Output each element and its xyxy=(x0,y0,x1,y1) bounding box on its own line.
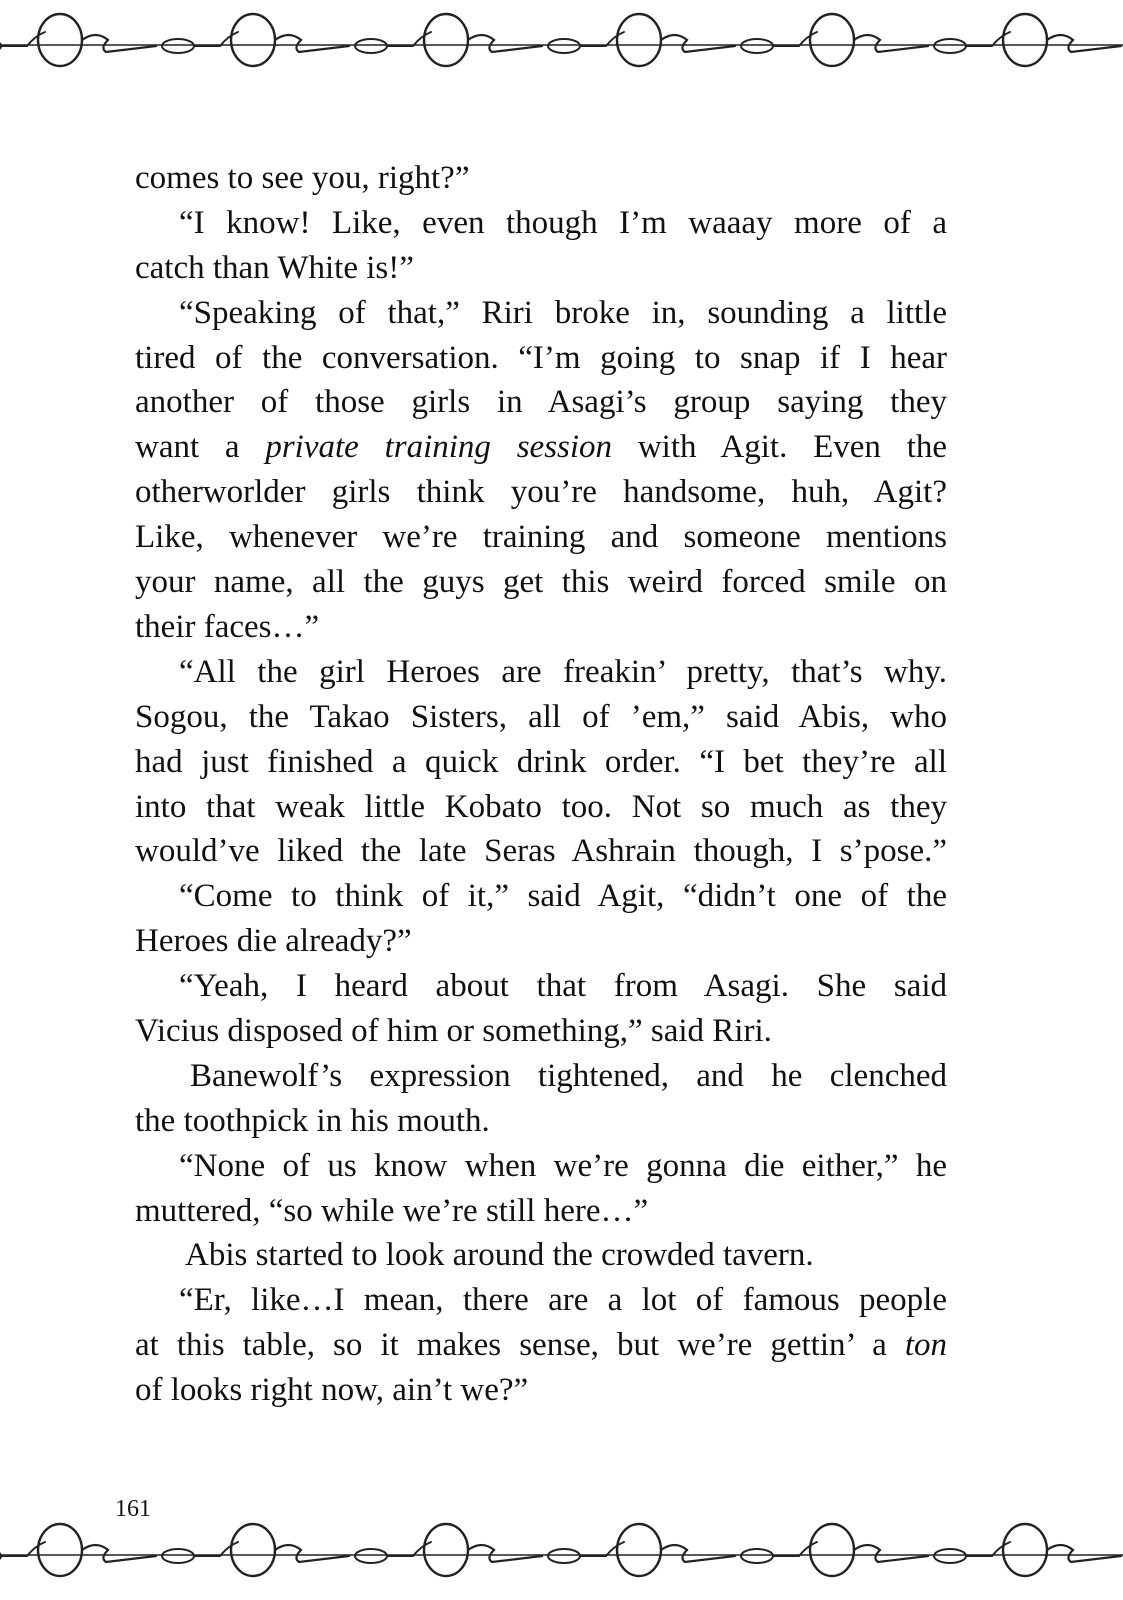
body-text xyxy=(135,156,947,1413)
chain-hook xyxy=(82,35,156,52)
text-line: Like, whenever we’re training and someone mentions xyxy=(135,519,947,556)
chain-link xyxy=(162,1549,194,1563)
chain-link xyxy=(741,1549,773,1563)
chain-link xyxy=(162,39,194,53)
text-line: tired of the conversation. “I’m going to snap if I hear xyxy=(135,339,947,376)
chain-hook xyxy=(1047,1545,1121,1562)
text-line: the toothpick in his mouth. xyxy=(135,1102,490,1139)
text-line: muttered, “so while we’re still here…” xyxy=(135,1192,649,1229)
text-line: Sogou, the Takao Sisters, all of ’em,” said Abis, who xyxy=(135,698,947,735)
chain-hook xyxy=(82,1545,156,1562)
chain-hook xyxy=(854,35,928,52)
chain-link xyxy=(355,39,387,53)
text-span: want a xyxy=(135,429,266,466)
chain-hook xyxy=(854,1545,928,1562)
chain-ring xyxy=(617,1524,661,1576)
text-line: would’ve liked the late Seras Ashrain though, I s’pose.” xyxy=(135,833,947,870)
text-line: Abis started to look around the crowded tavern. xyxy=(185,1237,814,1274)
chain-ring xyxy=(38,14,82,66)
chain-ring xyxy=(810,1524,854,1576)
chain-hook xyxy=(275,1545,349,1562)
chain-link xyxy=(355,1549,387,1563)
text-line: “Come to think of it,” said Agit, “didn’t one of the xyxy=(179,878,947,915)
text-line: “Er, like…I mean, there are a lot of famous people xyxy=(179,1282,947,1319)
text-line: “I know! Like, even though I’m waaay more of a xyxy=(179,204,947,241)
text-line: “Speaking of that,” Riri broke in, sounding a little xyxy=(179,294,947,331)
text-line: Heroes die already?” xyxy=(135,923,412,960)
chain-hook xyxy=(1047,35,1121,52)
chain-hook xyxy=(468,1545,542,1562)
chain-link xyxy=(741,39,773,53)
text-line: Banewolf’s expression tightened, and he clenched xyxy=(190,1057,947,1094)
text-line: comes to see you, right?” xyxy=(135,160,470,196)
text-line: “All the girl Heroes are freakin’ pretty, that’s why. xyxy=(179,653,947,690)
chain-link xyxy=(548,1549,580,1563)
chain-link xyxy=(934,39,966,53)
chain-ring xyxy=(1003,1524,1047,1576)
chain-ring xyxy=(617,14,661,66)
chain-border-top xyxy=(0,0,1123,90)
page-number: 161 xyxy=(115,1496,151,1522)
chain-hook xyxy=(661,1545,735,1562)
text-line xyxy=(135,1323,947,1368)
text-line: Vicius disposed of him or something,” said Riri. xyxy=(135,1012,772,1049)
chain-ring xyxy=(38,1524,82,1576)
text-line: into that weak little Kobato too. Not so much as they xyxy=(135,788,947,825)
text-span: at this table, so it makes sense, but we’re gettin’ a xyxy=(135,1327,905,1364)
text-span: with Agit. Even the xyxy=(612,429,947,466)
text-line: “Yeah, I heard about that from Asagi. She said xyxy=(179,968,947,1005)
chain-hook xyxy=(468,35,542,52)
italic-text: private training session xyxy=(265,429,613,466)
chain-ring xyxy=(424,1524,468,1576)
text-line: of looks right now, ain’t we?” xyxy=(135,1372,529,1409)
chain-ring xyxy=(231,1524,275,1576)
text-line: otherworlder girls think you’re handsome, huh, Agit? xyxy=(135,474,947,511)
chain-link xyxy=(548,39,580,53)
chain-hook xyxy=(661,35,735,52)
text-line: their faces…” xyxy=(135,608,320,645)
chain-ring xyxy=(424,14,468,66)
chain-ring xyxy=(231,14,275,66)
chain-ring xyxy=(810,14,854,66)
text-line: your name, all the guys get this weird forced smile on xyxy=(135,564,947,601)
text-line: another of those girls in Asagi’s group saying they xyxy=(135,384,947,421)
text-line: catch than White is!” xyxy=(135,249,414,286)
chain-hook xyxy=(275,35,349,52)
text-line: “None of us know when we’re gonna die either,” he xyxy=(179,1147,947,1184)
chain-link xyxy=(934,1549,966,1563)
text-line: had just finished a quick drink order. “I bet they’re all xyxy=(135,743,947,780)
chain-border-bottom xyxy=(0,1510,1123,1600)
text-line xyxy=(135,425,947,470)
chain-ring xyxy=(1003,14,1047,66)
italic-text: ton xyxy=(904,1327,947,1364)
